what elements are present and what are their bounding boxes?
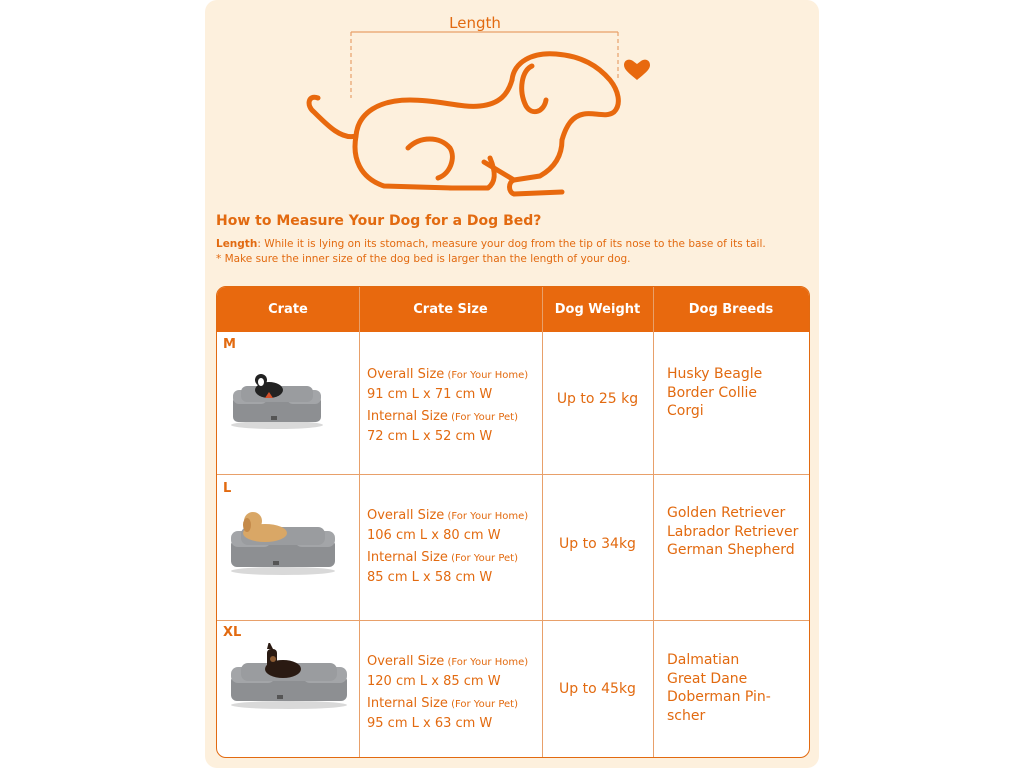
overall-size-value: 106 cm L x 80 cm W — [367, 527, 501, 543]
table-row — [217, 621, 809, 757]
header-crate-size: Crate Size — [413, 302, 488, 317]
internal-size-value: 85 cm L x 58 cm W — [367, 569, 493, 585]
internal-size-note: (For Your Pet) — [447, 412, 518, 423]
dog-breeds-cell — [667, 365, 807, 421]
table-row — [217, 475, 809, 620]
breed-line: Golden Retriever — [667, 505, 786, 521]
internal-size-value: 72 cm L x 52 cm W — [367, 428, 493, 444]
length-label: Length — [449, 14, 501, 32]
size-table — [216, 286, 810, 758]
overall-size-value: 91 cm L x 71 cm W — [367, 386, 493, 402]
length-term: Length — [216, 238, 258, 250]
dog-bed-image — [227, 643, 351, 713]
dog-breeds-cell — [667, 504, 807, 560]
internal-size-note: (For Your Pet) — [447, 553, 518, 564]
heart-icon — [624, 60, 650, 80]
overall-size-note: (For Your Home) — [444, 370, 529, 381]
breed-line: Husky Beagle — [667, 366, 763, 382]
length-instruction: : While it is lying on its stomach, measure your dog from the tip of its nose to the base of its tail. — [257, 238, 766, 250]
dog-weight-cell: Up to 45kg — [559, 681, 636, 697]
overall-size-label: Overall Size — [367, 654, 445, 669]
breed-line: scher — [667, 707, 706, 724]
internal-size-label: Internal Size — [367, 696, 448, 711]
crate-size-tag: L — [223, 481, 232, 496]
breed-line: Corgi — [667, 403, 704, 419]
crate-size-tag: XL — [223, 625, 242, 640]
internal-size-value: 95 cm L x 63 cm W — [367, 715, 493, 731]
crate-size-cell — [367, 653, 547, 733]
crate-size-cell — [367, 507, 547, 587]
breed-line: Great Dane — [667, 670, 748, 687]
internal-size-note: (For Your Pet) — [447, 699, 518, 710]
guide-note: * Make sure the inner size of the dog bed is larger than the length of your dog. — [216, 253, 631, 265]
table-header — [217, 287, 809, 332]
overall-size-label: Overall Size — [367, 508, 445, 523]
internal-size-label: Internal Size — [367, 550, 448, 565]
header-dog-breeds: Dog Breeds — [688, 302, 774, 317]
internal-size-label: Internal Size — [367, 409, 448, 424]
breed-line: Labrador Retriever — [667, 523, 799, 540]
dog-bed-image — [227, 509, 339, 579]
table-row — [217, 332, 809, 474]
breed-line: Dalmatian — [667, 652, 740, 668]
header-crate: Crate — [268, 302, 308, 317]
overall-size-note: (For Your Home) — [444, 657, 529, 668]
dog-outline-illustration — [300, 8, 660, 208]
crate-size-tag: M — [223, 337, 236, 352]
breed-line: Border Collie — [667, 384, 758, 401]
dog-weight-cell: Up to 34kg — [559, 536, 636, 552]
overall-size-label: Overall Size — [367, 367, 445, 382]
dog-weight-cell: Up to 25 kg — [556, 391, 639, 407]
overall-size-note: (For Your Home) — [444, 511, 529, 522]
guide-heading: How to Measure Your Dog for a Dog Bed? — [216, 213, 542, 229]
crate-size-cell — [367, 366, 547, 446]
dog-bed-image — [227, 372, 327, 432]
breed-line: German Shepherd — [667, 542, 795, 558]
overall-size-value: 120 cm L x 85 cm W — [367, 673, 501, 689]
dog-breeds-cell — [667, 651, 807, 725]
breed-line: Doberman Pin- — [667, 689, 771, 705]
header-dog-weight: Dog Weight — [554, 302, 641, 317]
guide-description — [216, 237, 816, 267]
